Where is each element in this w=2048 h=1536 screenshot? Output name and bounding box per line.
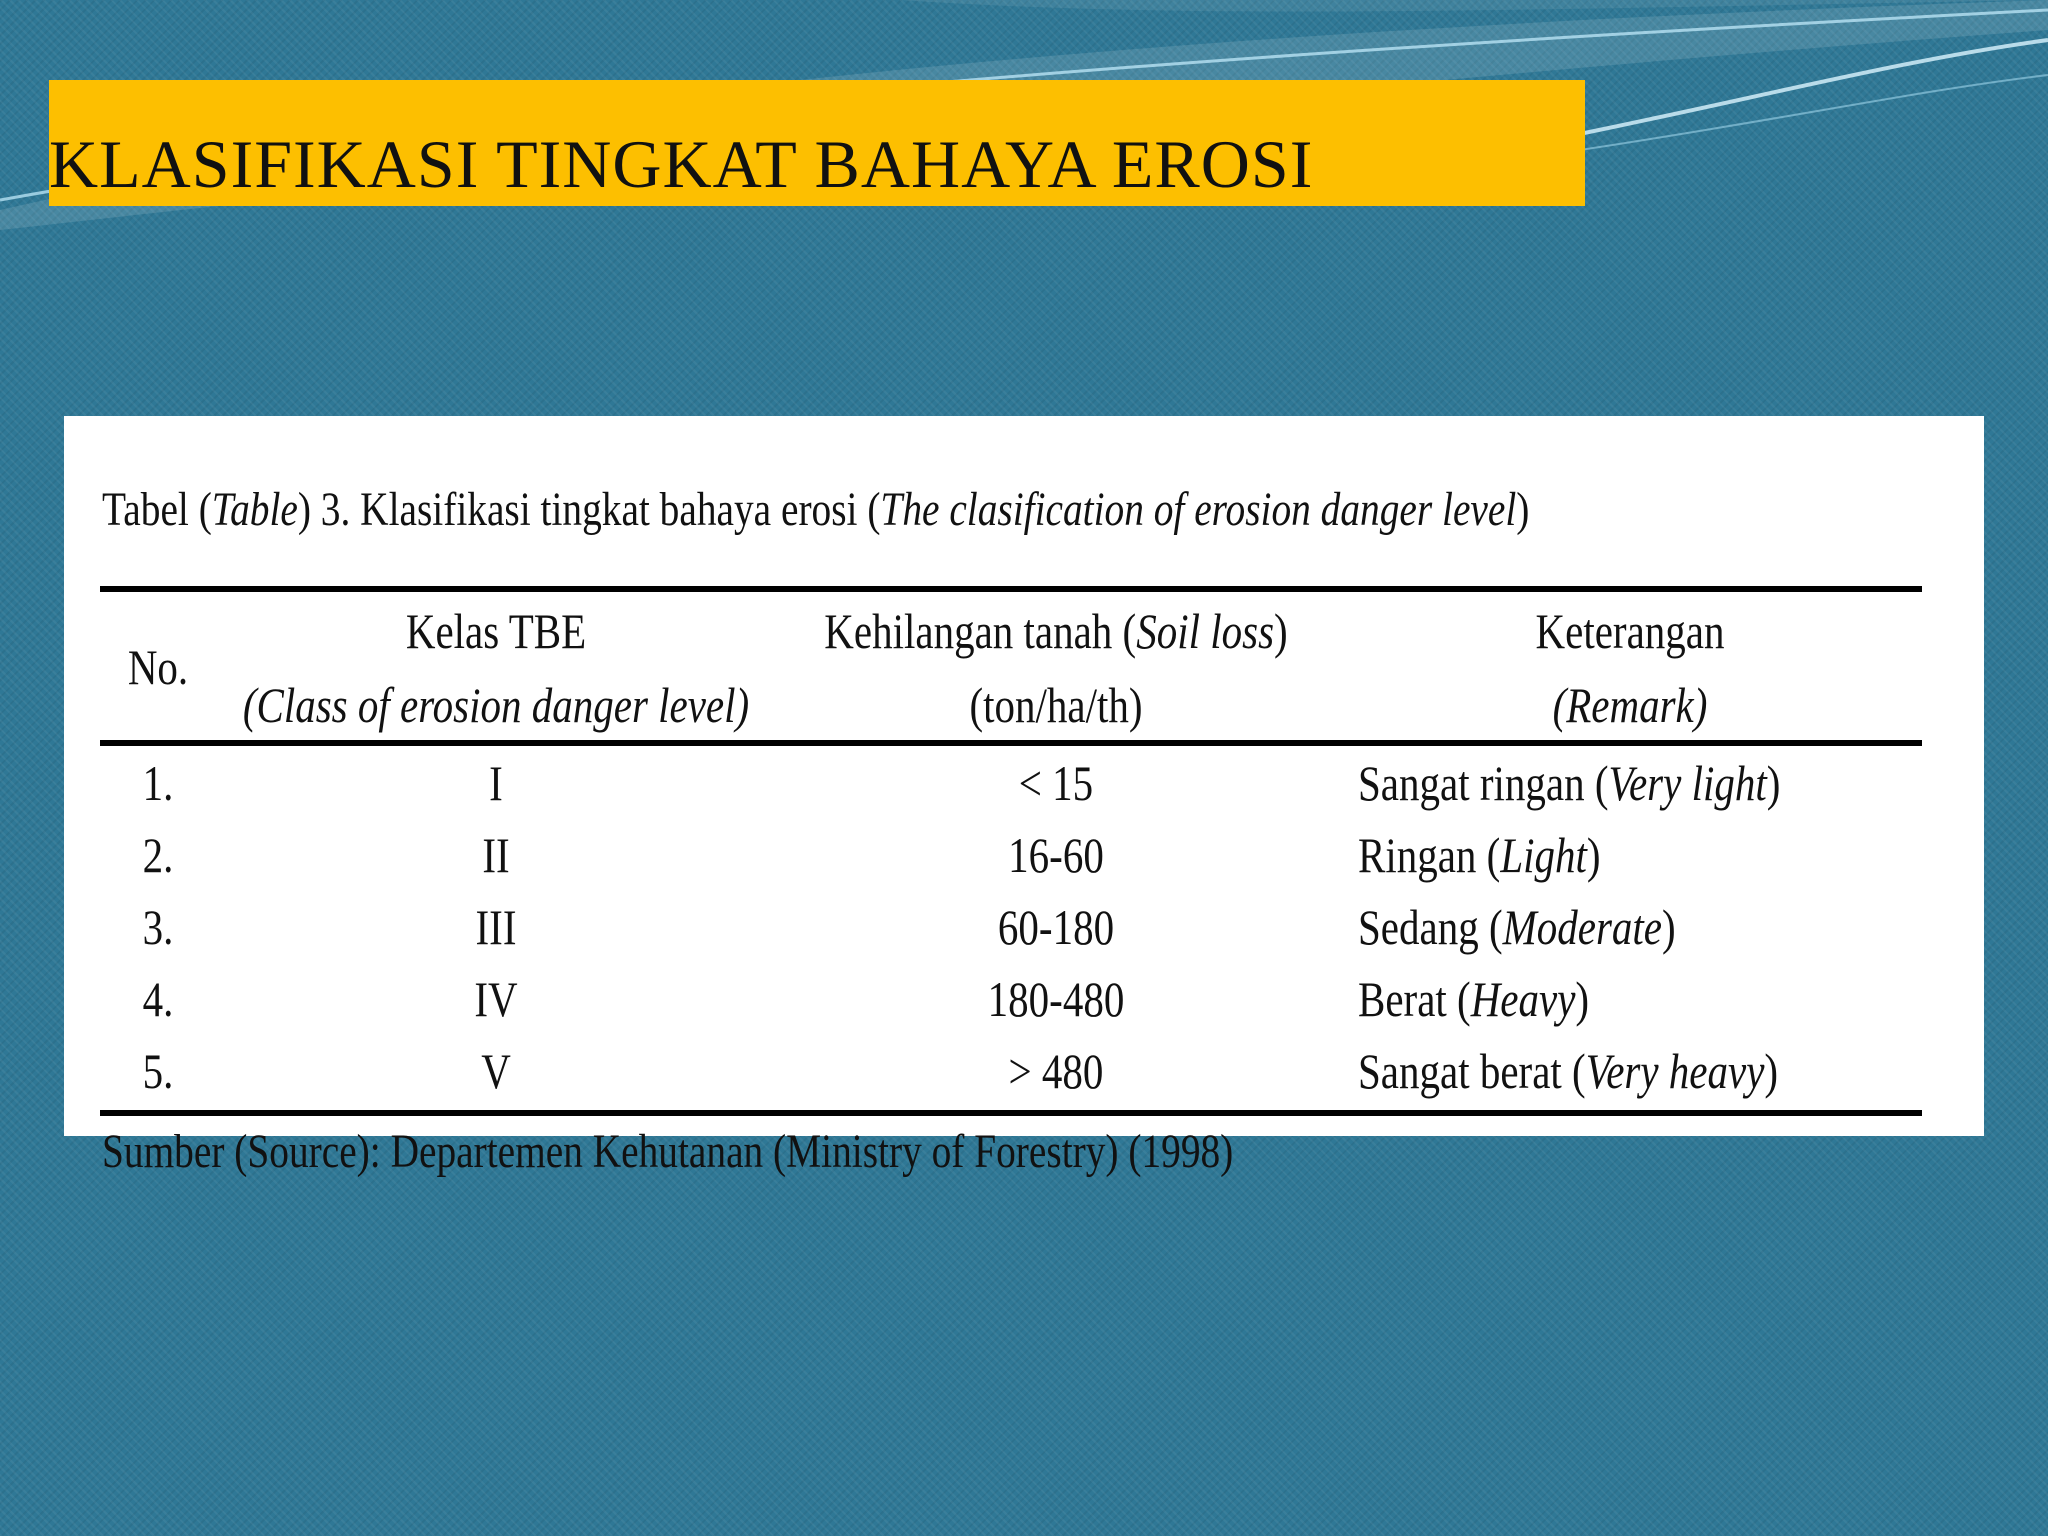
table-top-rule — [100, 586, 1922, 592]
row-remark-id: Berat ( — [1358, 971, 1471, 1027]
header-soil-loss-id: Kehilangan tanah ( — [824, 603, 1137, 659]
table-source-text: Sumber (Source): Departemen Kehutanan (Ministry of Forestry) (1998) — [102, 1125, 1234, 1178]
row-class: V — [481, 1043, 511, 1099]
table-caption — [102, 482, 1529, 537]
row-class: I — [489, 755, 503, 811]
caption-suffix: ) — [1516, 483, 1530, 536]
row-remark-id: Sedang ( — [1358, 899, 1503, 955]
row-no: 2. — [142, 827, 174, 883]
caption-middle: ) 3. Klasifikasi tingkat bahaya erosi ( — [297, 483, 881, 536]
row-class: IV — [474, 971, 518, 1027]
row-no: 1. — [142, 755, 174, 811]
row-soil-loss: > 480 — [1008, 1043, 1104, 1099]
row-soil-loss: 60-180 — [997, 899, 1115, 955]
table-source-cropped — [102, 1124, 1382, 1178]
row-remark-en: Very light — [1608, 755, 1767, 811]
row-remark-close: ) — [1766, 755, 1781, 811]
title-bar — [49, 80, 1585, 206]
row-remark — [1358, 1043, 1779, 1099]
header-class-en: (Class of erosion danger level) — [242, 677, 750, 733]
row-remark — [1358, 755, 1781, 811]
row-soil-loss: 180-480 — [987, 971, 1125, 1027]
header-soil-loss-en: Soil loss — [1136, 603, 1275, 659]
row-soil-loss: 16-60 — [1008, 827, 1104, 883]
row-remark — [1358, 899, 1676, 955]
header-soil-loss-unit: (ton/ha/th) — [969, 677, 1143, 733]
row-remark-close: ) — [1586, 827, 1601, 883]
header-remark-en: (Remark) — [1552, 677, 1708, 733]
slide-title: KLASIFIKASI TINGKAT BAHAYA EROSI — [49, 126, 1314, 202]
table-image-panel — [64, 416, 1984, 1178]
row-remark-close: ) — [1662, 899, 1676, 955]
row-remark-close: ) — [1764, 1043, 1779, 1099]
row-remark-id: Sangat berat ( — [1358, 1043, 1586, 1099]
row-no: 3. — [142, 899, 174, 955]
header-no: No. — [127, 639, 189, 695]
row-remark-en: Heavy — [1470, 971, 1576, 1027]
header-soil-loss-close: ) — [1274, 603, 1288, 659]
row-remark-id: Ringan ( — [1358, 827, 1501, 883]
caption-prefix: Tabel ( — [102, 483, 212, 536]
row-no: 4. — [142, 971, 174, 1027]
table-bottom-rule — [100, 1110, 1922, 1116]
row-class: III — [475, 899, 517, 955]
row-remark — [1358, 971, 1590, 1027]
row-remark-en: Moderate — [1502, 899, 1663, 955]
row-remark-id: Sangat ringan ( — [1358, 755, 1609, 811]
row-remark-close: ) — [1575, 971, 1590, 1027]
header-remark: Keterangan — [1535, 603, 1725, 659]
row-no: 5. — [142, 1043, 174, 1099]
caption-english: The clasification of erosion danger level — [880, 483, 1517, 536]
header-class: Kelas TBE — [405, 603, 587, 659]
row-remark-en: Very heavy — [1585, 1043, 1765, 1099]
header-soil-loss — [824, 603, 1288, 659]
caption-table-word: Table — [211, 483, 298, 536]
row-remark-en: Light — [1500, 827, 1587, 883]
row-soil-loss: < 15 — [1018, 755, 1094, 811]
row-remark — [1358, 827, 1601, 883]
row-class: II — [482, 827, 510, 883]
table-header-rule — [100, 740, 1922, 746]
